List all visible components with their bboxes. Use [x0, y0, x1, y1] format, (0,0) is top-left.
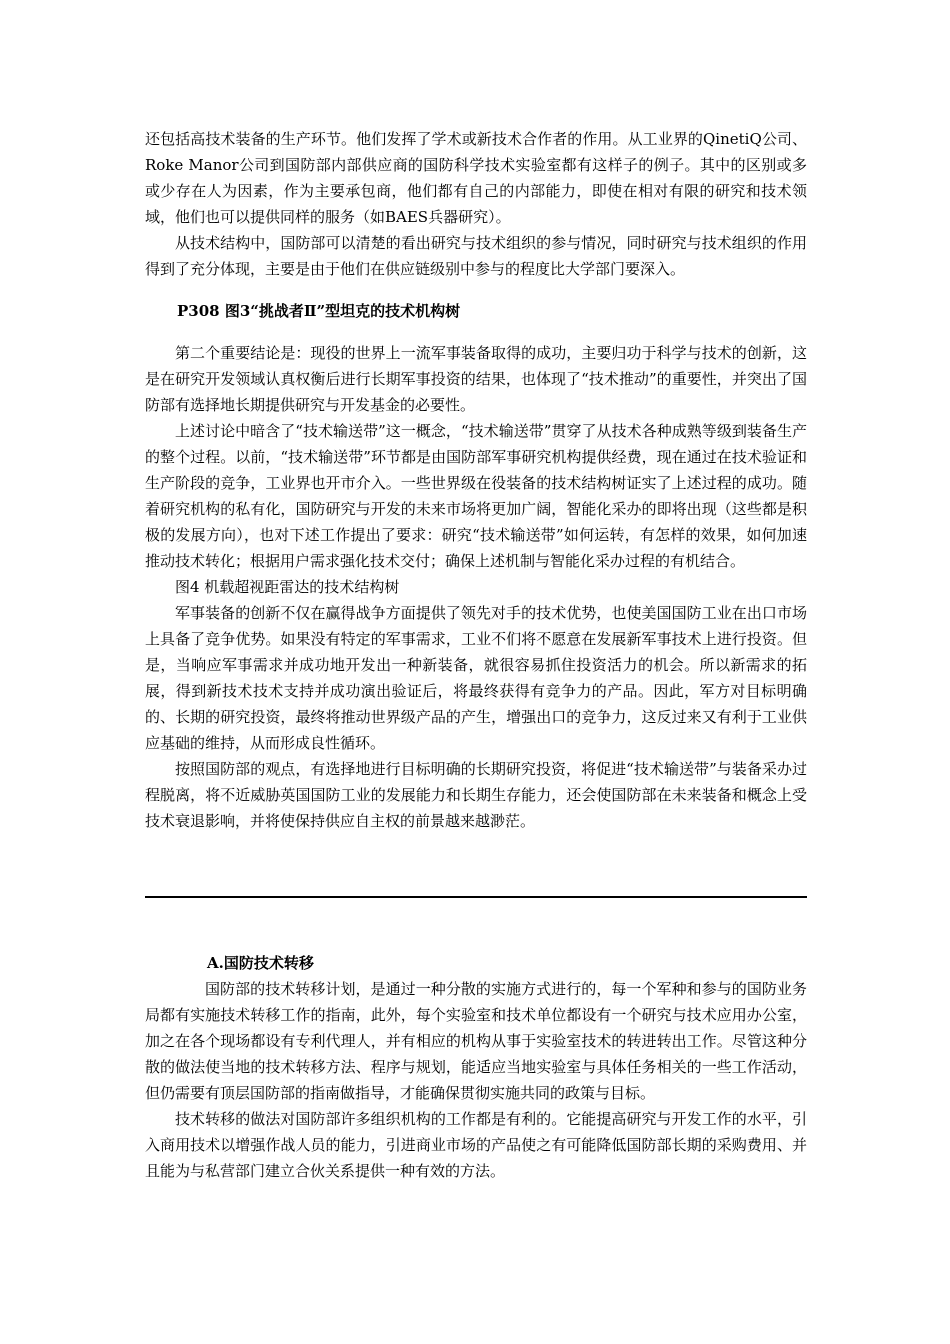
figure-3-caption: P308 图3“挑战者Ⅱ”型坦克的技术机构树 — [177, 302, 461, 320]
paragraph-3: 第二个重要结论是：现役的世界上一流军事装备取得的成功，主要归功于科学与技术的创新，这是在研究开发领域认真权衡后进行长期军事投资的结果，也体现了“技术推动”的重要性，并突出了国防部有选择地长期提供研究与开发基金的必要性。 — [145, 344, 807, 414]
section-paragraph-1: 国防部的技术转移计划，是通过一种分散的实施方式进行的，每一个军种和参与的国防业务局都有实施技术转移工作的指南，此外，每个实验室和技术单位都设有一个研究与技术应用办公室，加之在各个现场都设有专利代理人，并有相应的机构从事于实验室技术的转进转出工作。尽管这种分散的做法使当地的技术转移方法、程序与规划，能适应当地实验室与具体任务相关的一些工作活动，但仍需要有顶层国防部的指南做指导，才能确保贯彻实施共同的政策与目标。 — [145, 980, 807, 1102]
section-paragraph-2: 技术转移的做法对国防部许多组织机构的工作都是有利的。它能提高研究与开发工作的水平，引入商用技术以增强作战人员的能力，引进商业市场的产品使之有可能降低国防部长期的采购费用、并且能为与私营部门建立合伙关系提供一种有效的方法。 — [145, 1110, 807, 1180]
upper-text-block — [145, 126, 807, 834]
figure-4-caption: 图4 机载超视距雷达的技术结构树 — [175, 578, 400, 596]
section-title: A.国防技术转移 — [207, 954, 314, 972]
paragraph-4: 上述讨论中暗含了“技术输送带”这一概念，“技术输送带”贯穿了从技术各种成熟等级到装备生产的整个过程。以前，“技术输送带”环节都是由国防部军事研究机构提供经费，现在通过在技术验证和生产阶段的竞争，工业界也开市介入。一些世界级在役装备的技术结构树证实了上述过程的成功。随着研究机构的私有化，国防研究与开发的未来市场将更加广阔，智能化采办的即将出现（这些都是积极的发展方向），也对下述工作提出了要求：研究“技术输送带”如何运转，有怎样的效果，如何加速推动技术转化；根据用户需求强化技术交付；确保上述机制与智能化采办过程的有机结合。 — [145, 422, 807, 570]
section-divider — [145, 896, 807, 898]
paragraph-6: 按照国防部的观点，有选择地进行目标明确的长期研究投资，将促进“技术输送带”与装备采办过程脱离，将不近威胁英国国防工业的发展能力和长期生存能力，还会使国防部在未来装备和概念上受技术衰退影响，并将使保持供应自主权的前景越来越渺茫。 — [145, 760, 807, 830]
paragraph-1: 还包括高技术装备的生产环节。他们发挥了学术或新技术合作者的作用。从工业界的QinetiQ公司、Roke Manor公司到国防部内部供应商的国防科学技术实验室都有这样子的例子。其中的区别或多或少存在人为因素，作为主要承包商，他们都有自己的内部能力，即使在相对有限的研究和技术领域，他们也可以提供同样的服务（如BAES兵器研究）。 — [145, 130, 807, 226]
paragraph-2: 从技术结构中，国防部可以清楚的看出研究与技术组织的参与情况，同时研究与技术组织的作用得到了充分体现，主要是由于他们在供应链级别中参与的程度比大学部门要深入。 — [145, 234, 807, 278]
lower-text-block — [145, 950, 807, 1184]
paragraph-5: 军事装备的创新不仅在赢得战争方面提供了领先对手的技术优势，也使美国国防工业在出口市场上具备了竞争优势。如果没有特定的军事需求，工业不们将不愿意在发展新军事技术上进行投资。但是，当响应军事需求并成功地开发出一种新装备，就很容易抓住投资活力的机会。所以新需求的拓展，得到新技术技术支持并成功演出验证后，将最终获得有竞争力的产品。因此，军方对目标明确的、长期的研究投资，最终将推动世界级产品的产生，增强出口的竞争力，这反过来又有利于工业供应基础的维持，从而形成良性循环。 — [145, 604, 807, 752]
